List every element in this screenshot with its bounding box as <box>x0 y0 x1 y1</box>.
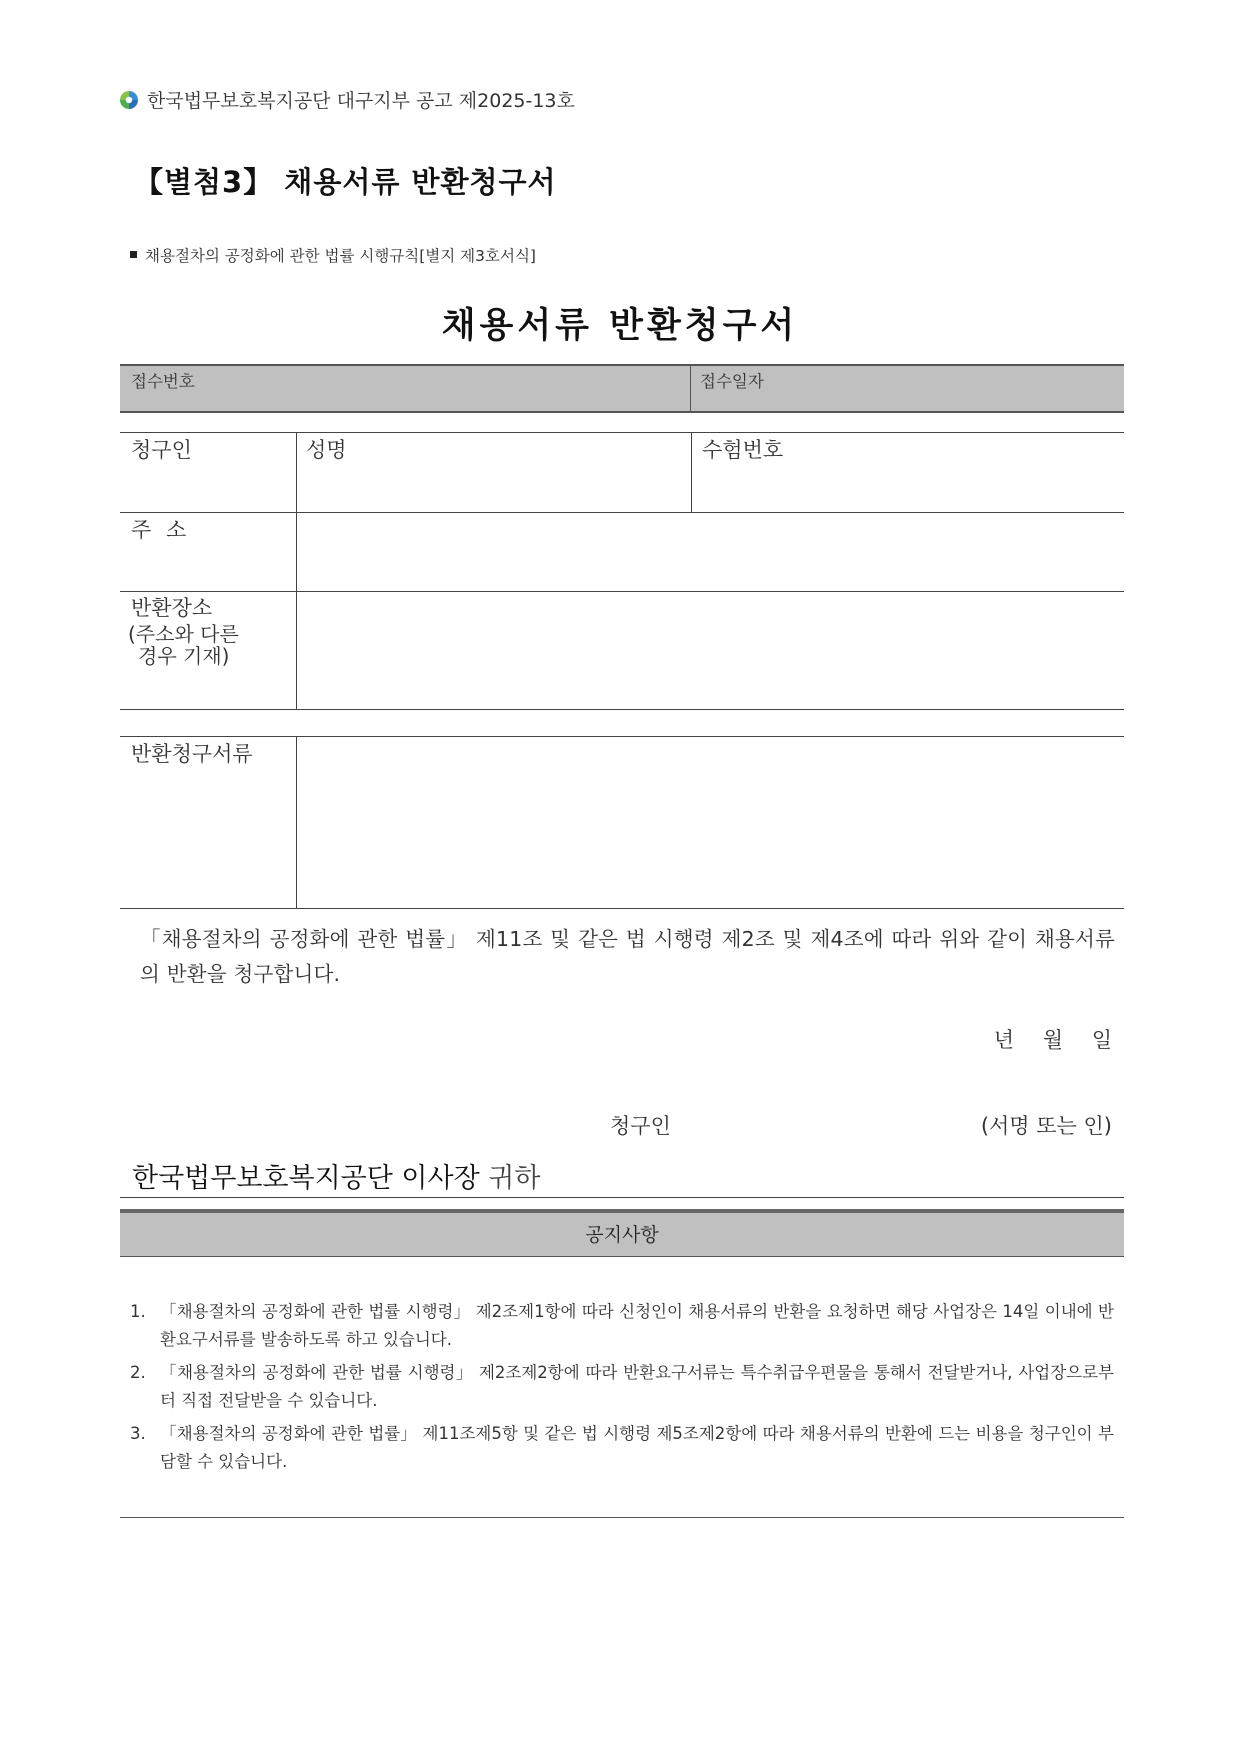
exam-number-label: 수험번호 <box>702 438 784 462</box>
addressee <box>132 1156 540 1195</box>
bottom-divider <box>120 1517 1124 1518</box>
table-line-documents-bottom <box>120 908 1124 909</box>
signature-note: (서명 또는 인) <box>980 1114 1112 1138</box>
return-place-note-line2: 경우 기재) <box>138 644 230 668</box>
receipt-number-label: 접수번호 <box>131 372 195 391</box>
notice-item-number: 1. <box>130 1302 146 1321</box>
notice-item <box>130 1420 1114 1476</box>
return-place-note-line1: (주소와 다른 <box>128 622 239 646</box>
notice-item-number: 2. <box>130 1363 146 1382</box>
address-label: 주 소 <box>131 518 187 542</box>
addressee-suffix: 귀하 <box>488 1163 541 1194</box>
date-row: 년 월 일 <box>993 1028 1112 1052</box>
notice-top-line <box>120 1197 1124 1198</box>
notice-item <box>130 1359 1114 1415</box>
name-label: 성명 <box>306 438 347 462</box>
law-reference <box>130 244 536 266</box>
claimant-label: 청구인 <box>131 438 192 462</box>
square-bullet-icon <box>130 251 137 258</box>
form-title: 채용서류 반환청구서 <box>441 306 799 346</box>
name-field[interactable] <box>297 433 690 511</box>
notice-item-number: 3. <box>130 1424 146 1443</box>
notice-item <box>130 1298 1114 1354</box>
attachment-title: 【별첨3】 채용서류 반환청구서 <box>134 165 557 199</box>
receipt-band <box>120 364 1124 413</box>
receipt-date-label: 접수일자 <box>700 372 764 391</box>
address-field[interactable] <box>297 513 1123 590</box>
documents-label: 반환청구서류 <box>131 742 253 766</box>
law-reference-text: 채용절차의 공정화에 관한 법률 시행규칙[별지 제3호서식] <box>145 247 536 265</box>
signature-claimant-label: 청구인 <box>610 1114 671 1138</box>
addressee-name: 한국법무보호복지공단 이사장 <box>132 1163 480 1194</box>
return-place-label: 반환장소 <box>131 596 213 620</box>
declaration-text: 「채용절차의 공정화에 관한 법률」 제11조 및 같은 법 시행령 제2조 및 제4조에 따라 위와 같이 채용서류의 반환을 청구합니다. <box>140 927 1115 986</box>
notice-number: 한국법무보호복지공단 대구지부 공고 제2025-13호 <box>147 90 575 112</box>
notice-item-text: 「채용절차의 공정화에 관한 법률 시행령」 제2조제2항에 따라 반환요구서류는 특수취급우편물을 통해서 전달받거나, 사업장으로부터 직접 전달받을 수 있습니다. <box>160 1363 1114 1410</box>
table-line-return-place-bottom <box>120 709 1124 710</box>
documents-field[interactable] <box>297 737 1123 907</box>
notice-item-text: 「채용절차의 공정화에 관한 법률」 제11조제5항 및 같은 법 시행령 제5조제2항에 따라 채용서류의 반환에 드는 비용을 청구인이 부담할 수 있습니다. <box>160 1424 1114 1471</box>
notice-title: 공지사항 <box>585 1224 659 1246</box>
announcement-header <box>119 86 575 113</box>
organization-logo-icon <box>119 90 139 110</box>
notice-item-text: 「채용절차의 공정화에 관한 법률 시행령」 제2조제1항에 따라 신청인이 채용서류의 반환을 요청하면 해당 사업장은 14일 이내에 반환요구서류를 발송하도록 하고 있습니다. <box>160 1302 1114 1349</box>
receipt-divider <box>690 364 691 413</box>
exam-number-field[interactable] <box>692 433 1123 511</box>
return-place-field[interactable] <box>297 592 1123 708</box>
